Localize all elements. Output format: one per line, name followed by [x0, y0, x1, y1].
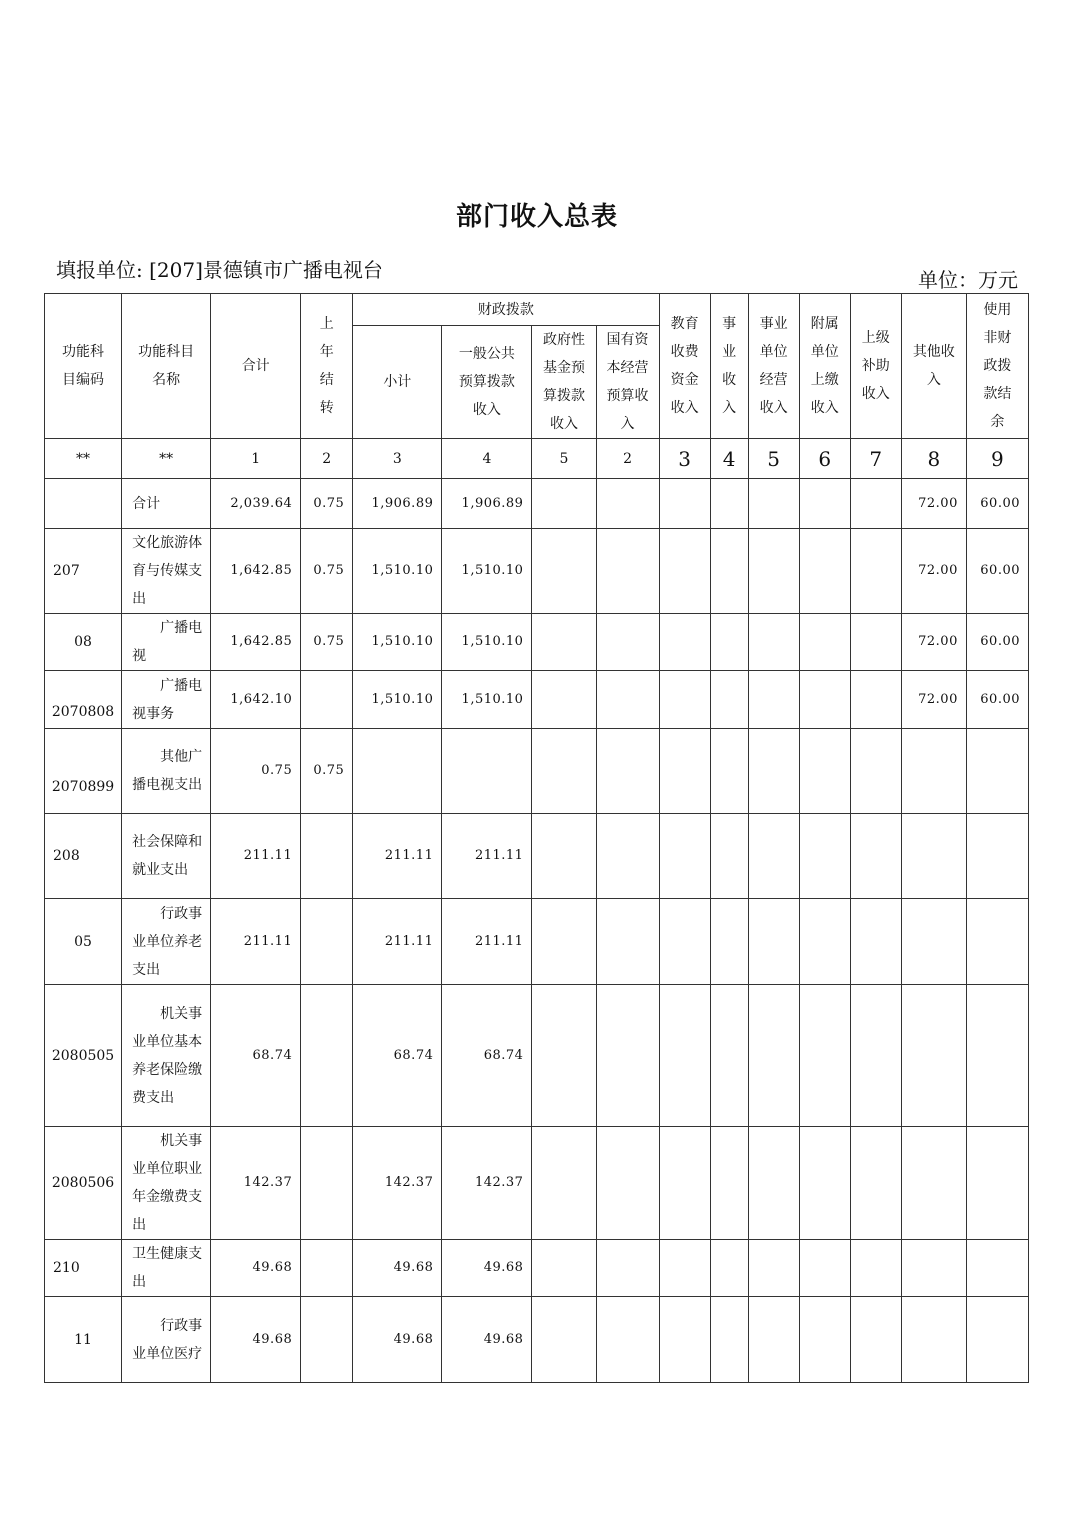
table-row: 11 行政事业单位医疗 49.68 49.68 49.68 [45, 1297, 1029, 1383]
header-name: 功能科目名称 [122, 294, 211, 439]
header-carryover: 上年结转 [301, 294, 353, 439]
header-total: 合计 [211, 294, 301, 439]
currency-unit: 单位：万元 [918, 268, 1018, 292]
table-row: 05 行政事业单位养老支出 211.11 211.11 211.11 [45, 899, 1029, 985]
index-cell: 4 [442, 439, 532, 479]
index-cell: 8 [901, 439, 966, 479]
header-business: 事业收入 [710, 294, 748, 439]
index-cell: 4 [710, 439, 748, 479]
table-row: 合计 2,039.64 0.75 1,906.89 1,906.89 72.00 60.00 [45, 479, 1029, 529]
index-cell: 2 [301, 439, 353, 479]
index-cell: 3 [659, 439, 710, 479]
index-cell: 5 [748, 439, 799, 479]
header-operating: 事业单位经营收入 [748, 294, 799, 439]
header-state-capital: 国有资本经营预算收入 [596, 326, 659, 439]
header-non-fiscal-balance: 使用非财政拨款结余 [966, 294, 1028, 439]
index-cell: 3 [353, 439, 442, 479]
table-row: 2080506 机关事业单位职业年金缴费支出 142.37 142.37 142.37 [45, 1127, 1029, 1240]
income-summary-table [44, 293, 1029, 1383]
index-cell: 7 [850, 439, 901, 479]
table-row: 08 广播电视 1,642.85 0.75 1,510.10 1,510.10 72.00 60.00 [45, 614, 1029, 671]
index-cell: 1 [211, 439, 301, 479]
table-row: 2070808 广播电视事务 1,642.10 1,510.10 1,510.10 72.00 60.00 [45, 671, 1029, 729]
header-fiscal: 财政拨款 [353, 294, 659, 326]
table-row: 207 文化旅游体育与传媒支出 1,642.85 0.75 1,510.10 1,510.10 72.00 60.00 [45, 529, 1029, 614]
table-row: 208 社会保障和就业支出 211.11 211.11 211.11 [45, 814, 1029, 899]
index-cell: 2 [596, 439, 659, 479]
index-cell: 5 [532, 439, 596, 479]
header-subtotal: 小计 [353, 326, 442, 439]
index-cell: ** [122, 439, 211, 479]
header-code: 功能科目编码 [45, 294, 122, 439]
header-education: 教育收费资金收入 [659, 294, 710, 439]
table-row: 2080505 机关事业单位基本养老保险缴费支出 68.74 68.74 68.74 [45, 985, 1029, 1127]
header-superior: 上级补助收入 [850, 294, 901, 439]
reporting-unit: 填报单位: [207]景德镇市广播电视台 [56, 258, 383, 282]
header-general: 一般公共预算拨款收入 [442, 326, 532, 439]
header-gov-fund: 政府性基金预算拨款收入 [532, 326, 596, 439]
index-cell: 9 [966, 439, 1028, 479]
index-cell: ** [45, 439, 122, 479]
page-title: 部门收入总表 [455, 202, 618, 232]
table-row: 210 卫生健康支出 49.68 49.68 49.68 [45, 1240, 1029, 1297]
header-other: 其他收入 [901, 294, 966, 439]
index-cell: 6 [799, 439, 850, 479]
table-row: 2070899 其他广播电视支出 0.75 0.75 [45, 729, 1029, 814]
header-affiliated: 附属单位上缴收入 [799, 294, 850, 439]
